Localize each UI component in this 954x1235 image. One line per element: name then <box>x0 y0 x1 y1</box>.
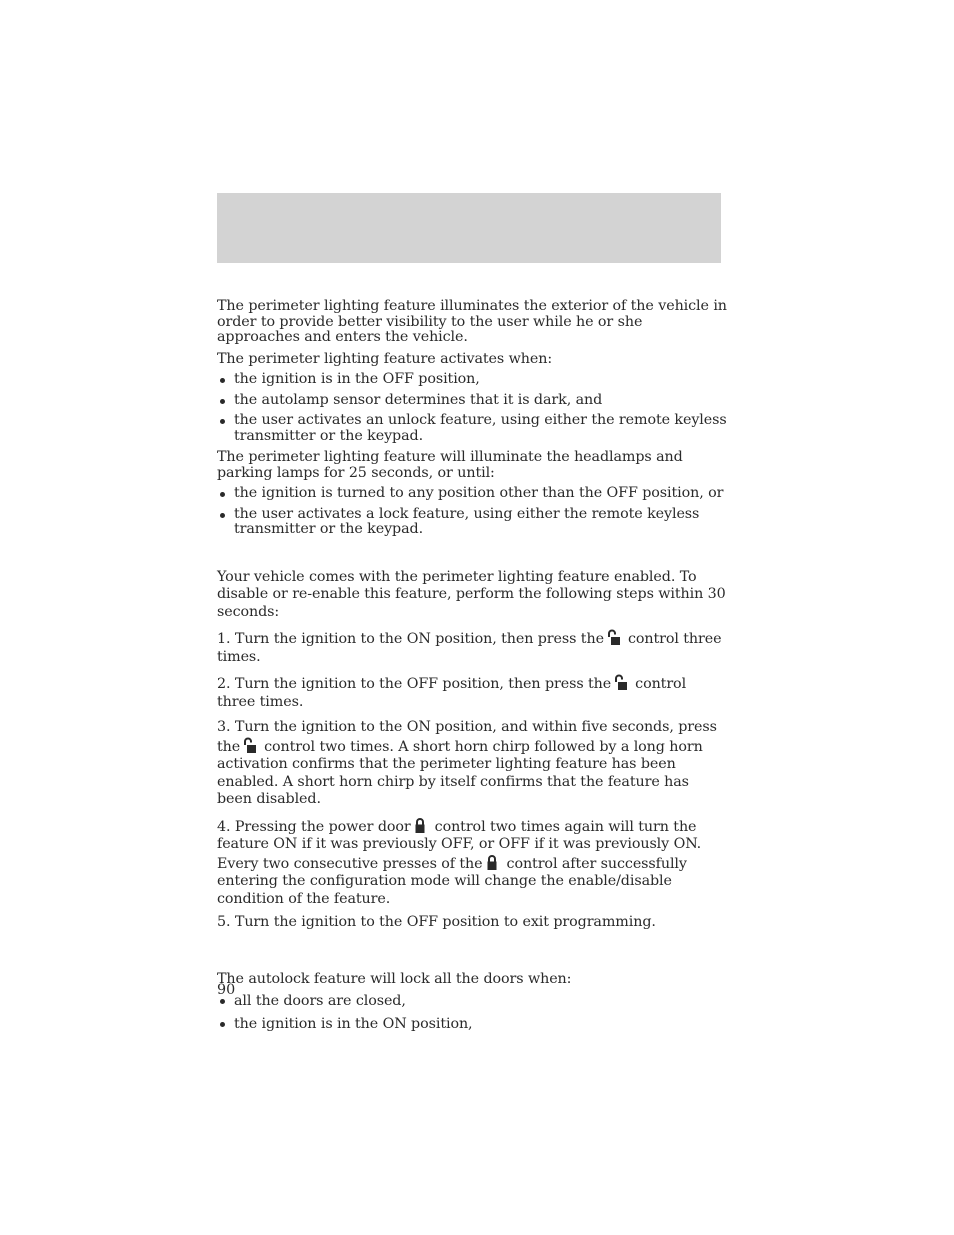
unlock-icon <box>240 737 264 754</box>
list-item: the user activates a lock feature, using either the remote keyless transmitter or the keypad. <box>217 507 727 538</box>
list-item: all the doors are closed, <box>217 993 727 1011</box>
autolock-list <box>217 993 727 1033</box>
autolock-intro: The autolock feature will lock all the doors when: <box>217 970 572 987</box>
page-number: 90 <box>217 982 236 998</box>
intro-paragraph: The perimeter lighting feature illuminates the exterior of the vehicle in order to provide better visibility to the user while he or she approaches and enters the vehicle. <box>217 298 727 345</box>
page-content <box>217 299 727 1033</box>
list-item: the autolamp sensor determines that it is dark, and <box>217 393 727 409</box>
step-5: 5. Turn the ignition to the OFF position to exit programming. <box>217 914 656 930</box>
lock-icon <box>483 854 507 871</box>
list-item: the ignition is turned to any position other than the OFF position, or <box>217 486 727 502</box>
step-3: 3. Turn the ignition to the ON position, and within five seconds, press the control two times. A short horn chirp followed by a long horn activation confirms that the perimeter lighting feature has been enabled. A short horn chirp by itself confirms that the feature has been disabled. <box>217 719 717 807</box>
lock-icon <box>411 817 435 834</box>
deactivation-list <box>217 486 727 538</box>
activation-intro: The perimeter lighting feature activates when: <box>217 350 553 367</box>
step-4: 4. Pressing the power door control two times again will turn the feature ON if it was previously OFF, or OFF if it was previously ON. Every two consecutive presses of the control after successfully entering the configuration mode will change the enable/disable condition of the feature. <box>217 818 702 907</box>
step-1: 1. Turn the ignition to the ON position, then press the control three times. <box>217 631 722 665</box>
step-2: 2. Turn the ignition to the OFF position, then press the control three times. <box>217 676 687 710</box>
unlock-icon <box>604 629 628 646</box>
activation-list <box>217 372 727 444</box>
enable-intro: Your vehicle comes with the perimeter lighting feature enabled. To disable or re-enable this feature, perform the following steps within 30 seconds: <box>217 568 726 620</box>
section-header-band <box>217 193 721 263</box>
unlock-icon <box>611 674 635 691</box>
list-item: the ignition is in the ON position, <box>217 1016 727 1034</box>
list-item: the user activates an unlock feature, using either the remote keyless transmitter or the keypad. <box>217 413 727 444</box>
duration-paragraph: The perimeter lighting feature will illuminate the headlamps and parking lamps for 25 seconds, or until: <box>217 449 683 481</box>
list-item: the ignition is in the OFF position, <box>217 372 727 388</box>
